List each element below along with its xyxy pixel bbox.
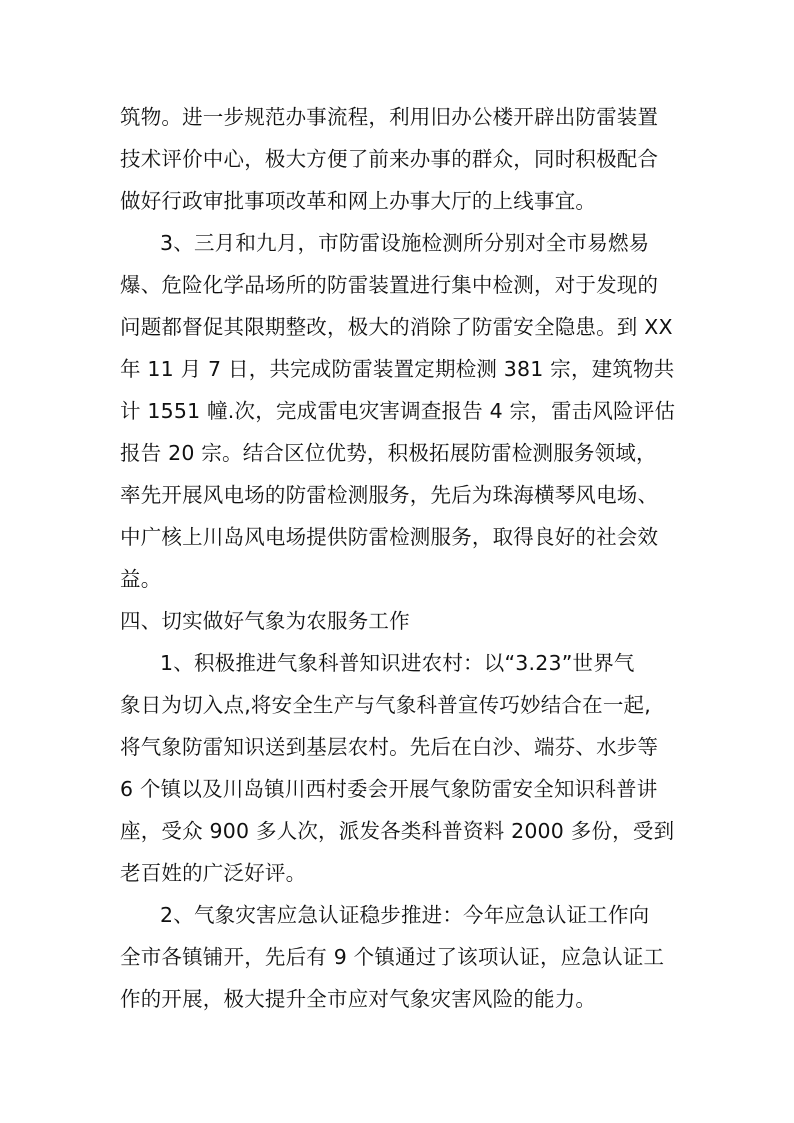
text-line: 计 1551 幢.次，完成雷电灾害调查报告 4 宗，雷击风险评估 — [120, 399, 676, 423]
section-heading: 四、切实做好气象为农服务工作 — [120, 609, 410, 633]
text-line: 作的开展，极大提升全市应对气象灾害风险的能力。 — [120, 987, 597, 1011]
text-line: 报告 20 宗。结合区位优势，积极拓展防雷检测服务领域， — [120, 441, 657, 465]
paragraph-start-line: 2、气象灾害应急认证稳步推进：今年应急认证工作向 — [160, 903, 650, 927]
text-line: 中广核上川岛风电场提供防雷检测服务，取得良好的社会效 — [120, 525, 659, 549]
text-line: 问题都督促其限期整改，极大的消除了防雷安全隐患。到 XX — [120, 315, 673, 339]
paragraph-start-line: 1、积极推进气象科普知识进农村：以“3.23”世界气 — [160, 651, 635, 675]
text-line: 筑物。进一步规范办事流程，利用旧办公楼开辟出防雷装置 — [120, 105, 659, 129]
text-line: 6 个镇以及川岛镇川西村委会开展气象防雷安全知识科普讲 — [120, 777, 658, 801]
text-line: 年 11 月 7 日，共完成防雷装置定期检测 381 宗，建筑物共 — [120, 357, 675, 381]
text-line: 全市各镇铺开，先后有 9 个镇通过了该项认证，应急认证工 — [120, 945, 665, 969]
text-line: 做好行政审批事项改革和网上办事大厅的上线事宜。 — [120, 189, 597, 213]
text-line: 益。 — [120, 567, 162, 591]
text-line: 技术评价中心，极大方便了前来办事的群众，同时积极配合 — [120, 147, 659, 171]
text-line: 老百姓的广泛好评。 — [120, 861, 307, 885]
text-line: 座，受众 900 多人次，派发各类科普资料 2000 多份，受到 — [120, 819, 675, 843]
text-line: 爆、危险化学品场所的防雷装置进行集中检测，对于发现的 — [120, 273, 659, 297]
paragraph-start-line: 3、三月和九月，市防雷设施检测所分别对全市易燃易 — [160, 231, 650, 255]
text-line: 象日为切入点,将安全生产与气象科普宣传巧妙结合在一起, — [120, 693, 651, 717]
text-line: 率先开展风电场的防雷检测服务，先后为珠海横琴风电场、 — [120, 483, 659, 507]
text-line: 将气象防雷知识送到基层农村。先后在白沙、端芬、水步等 — [120, 735, 659, 759]
